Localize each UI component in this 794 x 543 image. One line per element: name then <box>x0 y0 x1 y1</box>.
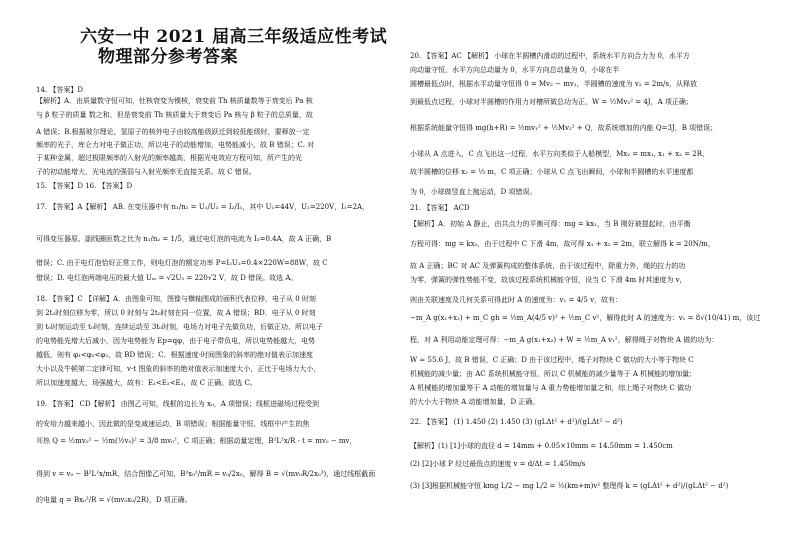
leftcol-line: 频率的光子，库仑力对电子做正功，所以电子的动能增加，电势能减小，故 B 错误；C. 对 <box>36 141 315 149</box>
rightcol-line: 则由关联速度及几何关系可得此时 A 的速度为：v₁ = 4/5 v，故有： <box>410 296 623 304</box>
leftcol-line: 所以加速度越大，场强越大，故有：E₁<E₂<E₃，故 C 正确。故选 C。 <box>36 379 257 387</box>
rightcol-line: 20. 【答案】AC 【解析】 小球在半圆槽内滑动的过程中，系统水平方向合力为 0，水平方 <box>410 52 690 60</box>
leftcol-line: 17. 【答案】A【解析】 AB. 在变压器中有 n₁/n₂ = U₁/U₂ = I₂/I₁，其中 U₁=44V，U₂=220V，I₁=2A， <box>36 203 370 211</box>
rightcol-line: 圆槽最低点时，根据水平动量守恒得 0 = Mv₂ − mv₁，半圆槽的速度为 v₂ = 2m/s，从释放 <box>410 80 697 88</box>
leftcol-line: 19. 【答案】 CD【解析】 由图乙可知，线框的边长为 x₀，A 项错误；线框进磁场过程受到 <box>36 400 320 408</box>
rightcol-line: 根据系统能量守恒得 mg(h+R) = ½mv₁² + ½Mv₂² + Q，故系统增加的内能 Q=3J，B 项错误； <box>410 124 718 132</box>
rightcol-line: 程，对 A 利用动能定理可得：−m_A g(x₁+x₂) + W = ½m_A v₁²，解得绳子对物块 A 做的功为： <box>410 336 719 344</box>
rightcol-line: 小球从 A 点进入，C 点飞出这一过程，水平方向类似于人船模型，Mx₂ = mx₁, x₁ + x₂ = 2R， <box>410 150 710 158</box>
leftcol-line: 15. 【答案】D 16. 【答案】D <box>36 182 133 190</box>
rightcol-line: −m_A g(x₁+x₂) + m_C gh = ½m_A(4/5 v)² + ½m_C v²，解得此时 A 的速度为：v₁ = 8√(10/41) m，该过 <box>410 314 761 322</box>
leftcol-line: A 错误；B.根据玻尔理论，氢原子的核外电子由较高能级跃迁到较低能级时，要释放一定 <box>36 128 310 136</box>
leftcol-line: 14. 【答案】D <box>36 86 83 94</box>
leftcol-line: 的电势能先增大后减小，因为电势能为 Ep=qφ，由于电子带负电，所以电势能越大，电势 <box>36 337 316 345</box>
rightcol-line: 【解析】A．初始 A 静止，由共点力的平衡可得：mg = kx₁，当 B 刚好被提起时，由平衡 <box>410 220 691 228</box>
rightcol-line: 的大小大于物块 A 动能增加量，D 正确。 <box>410 398 540 406</box>
document-title: 六安一中 2021 届高三年级适应性考试 <box>80 27 388 47</box>
leftcol-line: 到 2t₀时刻位移为零，所以 0 时刻与 2t₀时刻在同一位置，故 A 错误；BD．电子从 0 时刻 <box>36 309 316 317</box>
rightcol-line: A 机械能的增加量等于 A 动能的增加量与 A 重力势能增加量之和，综上绳子对物块 C 做功 <box>410 384 692 392</box>
leftcol-line: 18. 【答案】C 【详解】A．由图象可知，图像与横轴围成的面积代表位移，电子从 0 时刻 <box>36 295 316 303</box>
leftcol-line: 大小以及牛顿第二定律可知，v-t 图象的斜率的绝对值表示加速度大小，正比于电场力大小， <box>36 365 321 373</box>
leftcol-line: 到 t₀时刻运动至 t₀时刻，连续运动至 3t₀时刻，电场力对电子先做负功，后做正功，所以电子 <box>36 323 323 331</box>
rightcol-line: (3) [3]根据机械能守恒 kmg L/2 − mg L/2 = ½(km+m)v² 整理得 k = (gLΔt² + d²)/(gLΔt² − d²) <box>410 482 729 490</box>
rightcol-line: (2) [2]小球 P 经过最低点的速度 v = d/Δt = 1.450m/s <box>410 460 586 468</box>
leftcol-line: 的电量 q = Bx₀²/R = √(mv₀x₀/2R)，D 项正确。 <box>36 496 192 504</box>
leftcol-line: 与 β 粒子的质量 数之和，但是衰变前 Th 核质量大于衰变后 Pa 核与 β 粒子的总质量，故 <box>36 111 313 119</box>
leftcol-line: 越低，则有 φ₁<φ₂<φ₃，故 BD 错误；C．根据速度-时间图象的斜率的绝对值表示加速度 <box>36 351 314 359</box>
leftcol-line: 可得变压器原、副线圈匝数之比为 n₁/n₂ = 1/5，通过电灯泡的电流为 I₂=0.4A，故 A 正确，B <box>36 235 332 243</box>
rightcol-line: 机械能的减少量；由 AC 系统机械能守恒，所以 C 机械能的减少量等于 A 机械能的增加量； <box>410 370 697 378</box>
rightcol-line: 22. 【答案】 (1) 1.450 (2) 1.450 (3) (gLΔt² + d²)/(gLΔt² − d²) <box>410 418 623 426</box>
leftcol-line: 的安培力越来越小，因此做的是变减速运动，B 项错误；根据能量守恒，线框中产生的焦 <box>36 420 310 428</box>
leftcol-line: 【解析】A．由质量数守恒可知，钍核衰变为镤核，衰变前 Th 核质量数等于衰变后 Pa 核 <box>36 97 313 105</box>
leftcol-line: 得到 v = v₀ − B²L²x/mR，结合图像乙可知，B²x₀²/mR = v₀/2x₀，解得 B = √(mv₀R/2x₀³)，通过线框截面 <box>36 470 376 478</box>
rightcol-line: 方程可得：mg = kx₂，由于过程中 C 下滑 4m，故可得 x₁ + x₂ = 2m，联立解得 k = 20N/m， <box>410 240 715 248</box>
rightcol-line: 21. 【答案】 ACD <box>410 204 470 212</box>
leftcol-line: 错误；D. 电灯泡两端电压的最大值 Uₘ = √2U₂ = 220√2 V，故 D 错误。故选 A。 <box>36 274 298 282</box>
rightcol-line: 向动量守恒，水平方向总动量为 0，水平方向总动量为 0，小球在半 <box>410 66 620 74</box>
rightcol-line: W ≈ 55.6 J，故 B 错误，C 正确；D 由于该过程中，绳子对物块 C 做功的大小等于物块 C <box>410 356 694 364</box>
rightcol-line: 故 A 正确；BC 对 AC 及弹簧构成的整体系统，由于该过程中，除重力外，绳的拉力的功 <box>410 262 686 270</box>
rightcol-line: 到最低点过程，小球对半圆槽的作用力对槽所做总功为正，W = ½Mv₂² = 4J，A 项正确； <box>410 98 693 106</box>
rightcol-line: 故半圆槽的位移 x₂ = ⅓ m，C 项正确；小球从 C 点飞出瞬间，小球和半圆槽的水平速度都 <box>410 168 694 176</box>
rightcol-line: 【解析】(1) [1]小球的直径 d = 14mm + 0.05×10mm = 14.50mm = 1.450cm <box>410 442 673 450</box>
leftcol-line: 耳热 Q = ½mv₀² − ½m(½v₀)² = 3/8 mv₀²，C 项正确；根据动量定理，B²L²x/R · t = mv₀ − mv， <box>36 437 357 445</box>
leftcol-line: 错误；C. 由于电灯泡恰好正常工作，则电灯泡的额定功率 P=I₂U₂=0.4×220W=88W，故 C <box>36 259 328 267</box>
rightcol-line: 为零，弹簧的弹性势能不变，故该过程系统机械能守恒，设当 C 下滑 4m 时其速度为 v， <box>410 276 687 284</box>
rightcol-line: 为 0，小球做竖直上抛运动，D 项错误。 <box>410 188 537 196</box>
document-subtitle: 物理部分参考答案 <box>98 47 238 67</box>
leftcol-line: 于某种金属，超过极限频率的入射光的频率越高，根据光电效应方程可知，所产生的光 <box>36 154 302 162</box>
leftcol-line: 子的初动能增大，光电流的强弱与入射光频率无直接关系。故 C 错误。 <box>36 168 256 176</box>
